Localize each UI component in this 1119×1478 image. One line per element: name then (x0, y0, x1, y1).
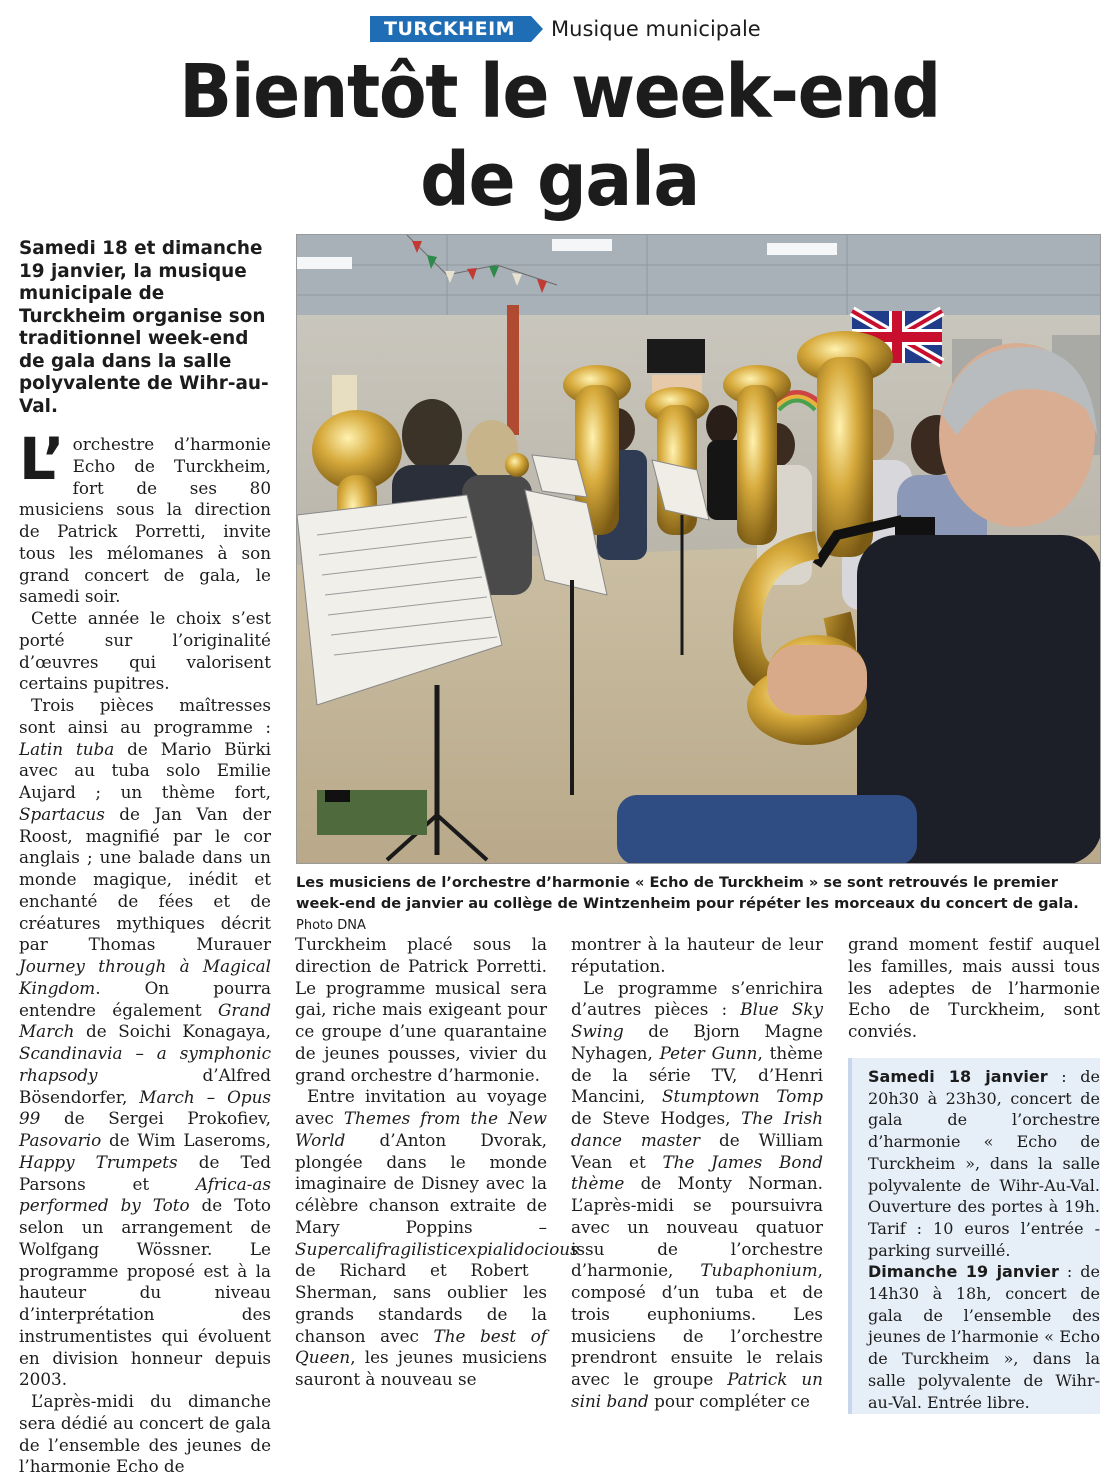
paragraph: Entre invitation au voyage avec Themes from the New World d’Anton Dvorak, plongée dans le monde imaginaire de Disney avec la célèbre chanson extraite de Mary Poppins – Supercalifragilisticexpialidocious de Richard et Robert Sherman, sans oublier les grands standards de la chanson avec The best of Queen, les jeunes musiciens sauront à nouveau se (295, 1086, 579, 1389)
kicker (370, 16, 761, 42)
column-1 (19, 425, 272, 1478)
column-3 (571, 934, 823, 1413)
drop-cap: L’ (19, 425, 65, 493)
info-saturday-label: Samedi 18 janvier (868, 1067, 1048, 1086)
orchestra-photo-illustration (297, 235, 1101, 864)
paragraph: Trois pièces maîtresses sont ainsi au programme : Latin tuba de Mario Bürki avec au tuba solo Emilie Aujard ; un thème fort, Spartacus de Jan Van der Roost, magnifié par le cor anglais ; une balade dans un monde magique, inédit et enchanté de fées et de créatures mythiques décrit par Thomas Murauer Journey through à Magical Kingdom. On pourra entendre également Grand March de Soichi Konagaya, Scandinavia – a symphonic rhapsody d’Alfred Bösendorfer, March – Opus 99 de Sergei Prokofiev, Pasovario de Wim Laseroms, Happy Trumpets de Ted Parsons et Africa-as performed by Toto de Toto selon un arrangement de Wolfgang Wössner. Le programme proposé est à la hauteur du niveau d’interprétation des instrumentistes qui évoluent en division honneur depuis 2003. (19, 695, 272, 1390)
photo-caption (296, 872, 1102, 936)
paragraph: Le programme s’enrichira d’autres pièces : Blue Sky Swing de Bjorn Magne Nyhagen, Peter Gunn, thème de la série TV, d’Henri Mancini, Stumptown Tomp de Steve Hodges, The Irish dance master de William Vean et The James Bond thème de Monty Norman. L’après-midi se poursuivra avec un nouveau quatuor issu de l’orchestre d’harmonie, Tubaphonium, composé d’un tuba et de trois euphoniums. Les musiciens de l’orchestre prendront ensuite le relais avec le groupe Patrick un sini band pour compléter ce (571, 977, 823, 1411)
column-2 (295, 934, 579, 1391)
event-info-box (848, 1058, 1100, 1414)
headline-line-2: de gala (420, 137, 699, 223)
info-sunday: Dimanche 19 janvier : de 14h30 à 18h, concert de gala de l’ensemble des jeunes de l’harmonie « Echo de Turckheim », dans la salle polyvalente de Wihr-au-Val. Entrée libre. (868, 1262, 1100, 1412)
photo-credit: Photo DNA (296, 918, 366, 933)
info-sunday-label: Dimanche 19 janvier (868, 1262, 1059, 1282)
lead-paragraph: Samedi 18 et dimanche 19 janvier, la musique municipale de Turckheim organise son traditionnel week-end de gala dans la salle polyvalente de Wihr-au-Val. (19, 238, 269, 417)
caption-text: Les musiciens de l’orchestre d’harmonie « Echo de Turckheim » se sont retrouvés le premier week-end de janvier au collège de Wintzenheim pour répéter les morceaux du concert de gala. (296, 874, 1079, 912)
article-photo (296, 234, 1101, 864)
info-saturday: Samedi 18 janvier : de 20h30 à 23h30, concert de gala de l’orchestre d’harmonie « Echo de Turckheim », dans la salle polyvalente de Wihr-Au-Val. Ouverture des portes à 19h. Tarif : 10 euros l’entrée - parking surveillé. (868, 1067, 1100, 1260)
headline-line-1: Bientôt le week-end (179, 49, 940, 135)
paragraph: montrer à la hauteur de leur réputation. (571, 934, 823, 976)
column-4 (848, 934, 1100, 1043)
paragraph: Turckheim placé sous la direction de Patrick Porretti. Le programme musical sera gai, riche mais exigeant pour ce groupe d’une quarantaine de jeunes pousses, vivier du grand orchestre d’harmonie. (295, 934, 547, 1085)
paragraph: Cette année le choix s’est porté sur l’originalité d’œuvres qui valorisent certains pupitres. (19, 608, 271, 694)
paragraph: L’ orchestre d’harmonie Echo de Turckheim, fort de ses 80 musiciens sous la direction de Patrick Porretti, invite tous les mélomanes à son grand concert de gala, le samedi soir. (19, 425, 271, 607)
section-subtitle: Musique municipale (551, 17, 761, 41)
paragraph: L’après-midi du dimanche sera dédié au concert de gala de l’ensemble des jeunes de l’harmonie Echo de (19, 1391, 271, 1477)
section-tag: TURCKHEIM (370, 16, 531, 42)
headline (34, 48, 1086, 224)
paragraph: grand moment festif auquel les familles, mais aussi tous les adeptes de l’harmonie Echo de Turckheim, sont conviés. (848, 934, 1100, 1041)
